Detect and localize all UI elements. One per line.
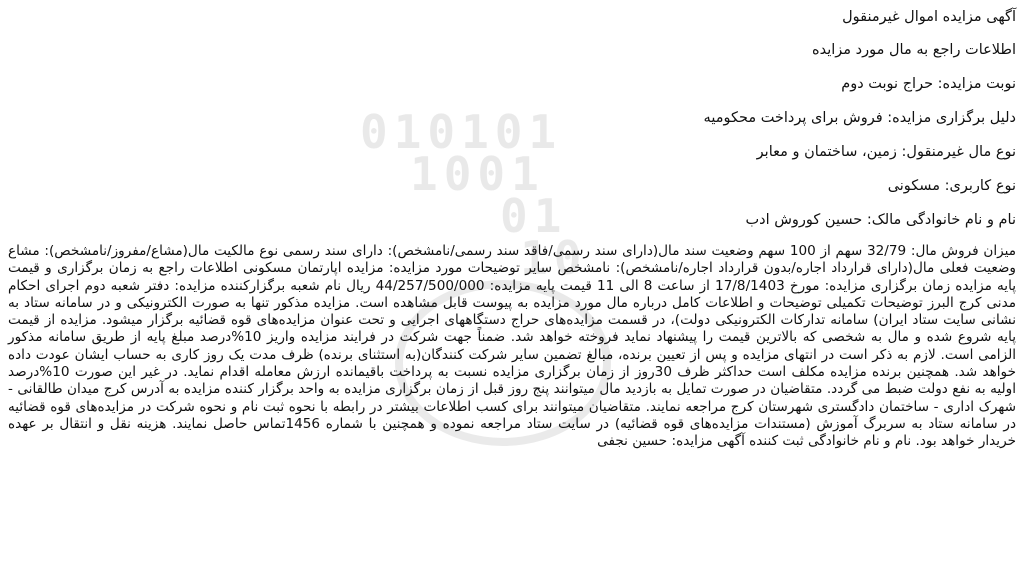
- usage-type: نوع کاربری: مسکونی: [887, 178, 1016, 194]
- watermark-digits-1: 010101: [360, 105, 563, 159]
- notice-title: آگهی مزایده اموال غیرمنقول: [842, 9, 1016, 25]
- auction-details-paragraph: میزان فروش مال: 32/79 سهم از 100 سهم وضعیت سند مال(دارای سند رسمی/فاقد سند رسمی/نامشخص): دارای سند رسمی نوع مالکیت مال(مشاع/مفروز/نامشخص): مشاع وضعیت فعلی مال(دارای قرارداد اجاره/بدون قرارداد اجاره/نامشخص): نامشخص سایر توضیحات مورد مزایده: مزایده اپارتمان مسکونی اطلاعات راجع به زمان برگزاری و قیمت پایه مزایده زمان برگزاری مزایده: مورخ 17/8/1403 از ساعت 8 الی 11 قیمت پایه مزایده: 44/257/500/000 ریال نام شعبه برگزارکننده مزایده: دفتر شعبه دوم اجرای احکام مدنی کرج البرز توضیحات تکمیلی توضیحات و اطلاعات کامل درباره مال مورد مزایده به پیوست قابل مشاهده است. مزایده مذکور تنها به صورت الکترونیکی و در سامانه ستاد به نشانی سایت ستاد ایران) سامانه تدارکات الکترونیکی دولت)، در قسمت مزایده‌های حراج دستگاههای اجرایی و تحت عنوان مزایده‌های قوه قضائیه برگزار میشود. مزایده از قیمت پایه شروع شده و مال به شخصی که بالاترین قیمت را پیشنهاد نماید فروخته خواهد شد. ضمناً جهت شرکت در فرایند مزایده واریز 10%درصد مبلغ پایه از طریق سامانه مذکور الزامی است. لازم به ذکر است در انتهای مزایده و پس از تعیین برنده، مبالغ تضمین سایر شرکت کنندگان(به استثنای برنده) ظرف مدت یک روز کاری به حساب ایشان عودت داده خواهد شد. همچنین برنده مزایده مکلف است حداکثر ظرف 30روز از زمان برگزاری مزایده نسبت به پرداخت باقیمانده ارزش معامله اقدام نماید. در غیر این صورت 10%درصد اولیه به نفع دولت ضبط می گردد. متقاضیان در صورت تمایل به بازدید مال میتوانند پنج روز قبل از زمان برگزاری مزایده به واحد برگزار کننده مزایده به آدرس کرج میدان طالقانی - شهرک اداری - ساختمان دادگستری شهرستان کرج مراجعه نمایند. متقاضیان میتوانند برای کسب اطلاعات بیشتر در رابطه با نحوه ثبت نام و نحوه شرکت در مزایده‌های قوه قضائیه در سامانه ستاد به سربرگ آموزش (مستندات مزایده‌های قوه قضائیه) در سایت ستاد مراجعه نموده و همچنین با شماره 1456تماس حاصل نمایند. هزینه نقل و انتقال بر عهده خریدار خواهد بود. نام و نام خانوادگی ثبت کننده آگهی مزایده: حسین نجفی: [8, 243, 1016, 450]
- auction-round: نوبت مزایده: حراج نوبت دوم: [841, 76, 1016, 92]
- auction-reason: دلیل برگزاری مزایده: فروش برای پرداخت محکومیه: [703, 110, 1016, 126]
- auction-notice: [8, 0, 1016, 451]
- property-type: نوع مال غیرمنقول: زمین، ساختمان و معابر: [756, 144, 1016, 160]
- watermark-digits-2: 1001: [410, 147, 545, 201]
- watermark-digits-3: 01: [500, 189, 568, 243]
- owner-name: نام و نام خانوادگی مالک: حسین کوروش ادب: [745, 212, 1016, 228]
- watermark-digits-4: 10: [520, 231, 588, 285]
- notice-subtitle: اطلاعات راجع به مال مورد مزایده: [812, 42, 1016, 58]
